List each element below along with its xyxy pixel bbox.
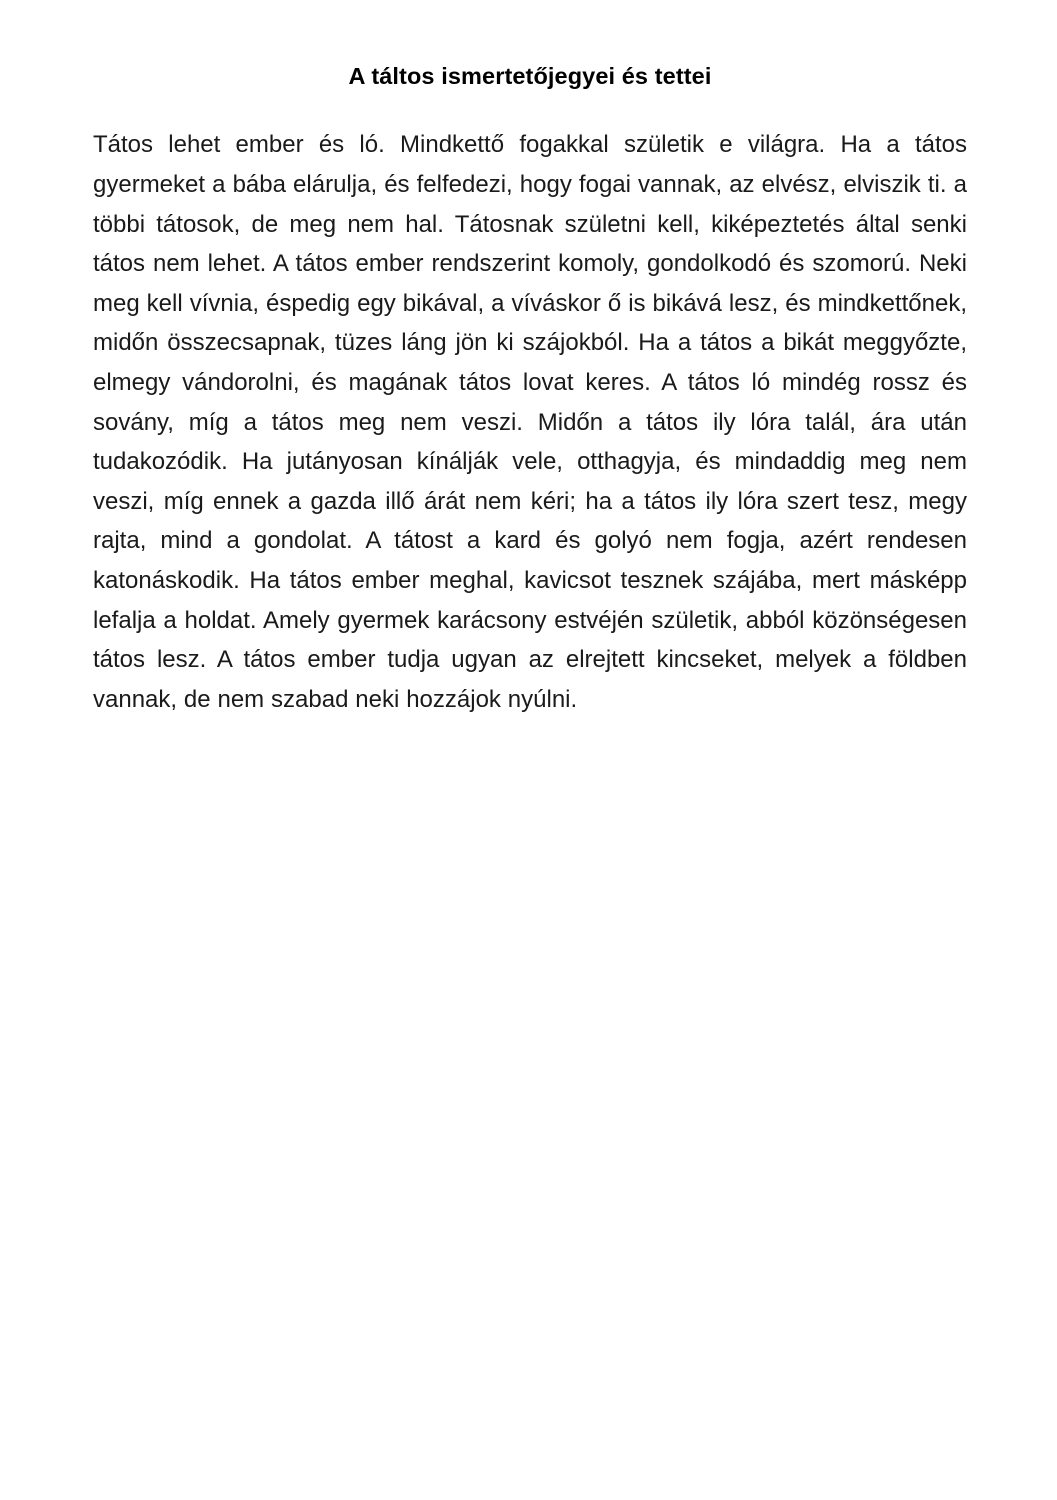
document-content: [93, 62, 967, 719]
body-paragraph: Tátos lehet ember és ló. Mindkettő fogakkal születik e világra. Ha a tátos gyermeket a bába elárulja, és felfedezi, hogy fogai vannak, az elvész, elviszik ti. a többi tátosok, de meg nem hal. Tátosnak születni kell, kiképeztetés által senki tátos nem lehet. A tátos ember rendszerint komoly, gondolkodó és szomorú. Neki meg kell vívnia, éspedig egy bikával, a víváskor ő is bikává lesz, és mindkettőnek, midőn összecsapnak, tüzes láng jön ki szájokból. Ha a tátos a bikát meggyőzte, elmegy vándorolni, és magának tátos lovat keres. A tátos ló mindég rossz és sovány, míg a tátos meg nem veszi. Midőn a tátos ily lóra talál, ára után tudakozódik. Ha jutányosan kínálják vele, otthagyja, és mindaddig meg nem veszi, míg ennek a gazda illő árát nem kéri; ha a tátos ily lóra szert tesz, megy rajta, mind a gondolat. A tátost a kard és golyó nem fogja, azért rendesen katonáskodik. Ha tátos ember meghal, kavicsot tesznek szájába, mert másképp lefalja a holdat. Amely gyermek karácsony estvéjén születik, abból közönségesen tátos lesz. A tátos ember tudja ugyan az elrejtett kincseket, melyek a földben vannak, de nem szabad neki hozzájok nyúlni.: [93, 131, 967, 713]
page-title: A táltos ismertetőjegyei és tettei: [348, 63, 712, 89]
